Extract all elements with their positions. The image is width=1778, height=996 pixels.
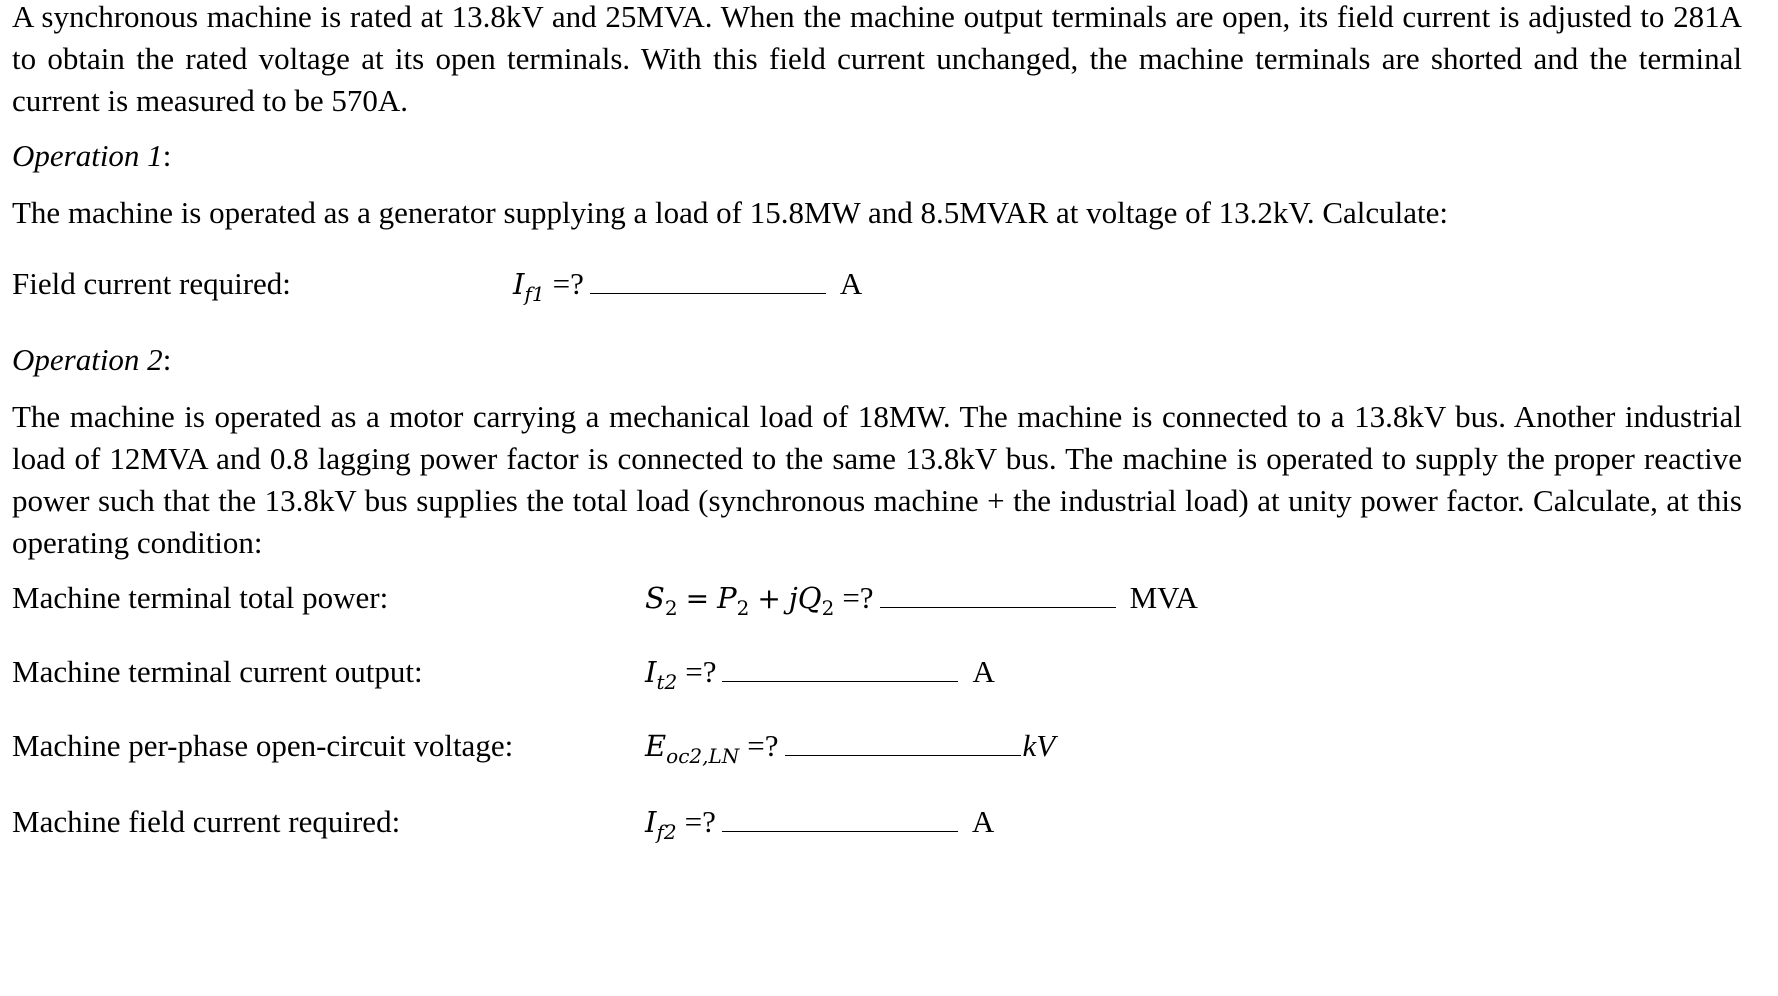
op2-eoc2-sub: oc2,LN <box>666 744 740 768</box>
op2-eoc2-var: E <box>645 729 667 763</box>
op1-if1-var: I <box>513 267 525 301</box>
op1-if1-answer-blank[interactable] <box>590 291 826 294</box>
operation-1-colon: : <box>162 138 172 173</box>
operation-1-heading-text: Operation 1 <box>12 138 163 173</box>
op1-field-current-label: Field current required: <box>12 266 291 301</box>
op1-if1-eq: =? <box>552 266 584 301</box>
op2-s2-var: S <box>645 581 665 615</box>
op2-jq2-sub: 2 <box>821 596 835 620</box>
operation-2-colon: : <box>162 342 172 377</box>
op2-it2-answer-blank[interactable] <box>722 679 958 682</box>
op2-if2-answer-blank[interactable] <box>722 829 958 832</box>
op2-it2-unit: A <box>972 654 995 689</box>
op2-field-current-equation <box>645 804 995 844</box>
op2-open-circuit-voltage-equation <box>645 728 1056 768</box>
op2-jq2-var: jQ <box>788 581 822 615</box>
operation-2-heading-text: Operation 2 <box>12 342 163 377</box>
op2-s2-unit: MVA <box>1129 580 1198 615</box>
op2-s2-eq: =? <box>842 580 874 615</box>
op2-terminal-current-label: Machine terminal current output: <box>12 654 423 689</box>
op1-field-current-equation <box>513 266 863 306</box>
op2-total-power-equation <box>645 580 1198 620</box>
intro-paragraph: A synchronous machine is rated at 13.8kV and 25MVA. When the machine output terminals are open, its field current is adjusted to 281A to obtain the rated voltage at its open terminals. With this field current unchanged, the machine terminals are shorted and the terminal current is measured to be 570A. <box>12 0 1742 118</box>
op2-if2-var: I <box>645 805 657 839</box>
operation-2-heading <box>12 342 171 378</box>
op2-s2-answer-blank[interactable] <box>880 605 1116 608</box>
operation-1-heading <box>12 138 171 174</box>
op2-it2-var: I <box>645 655 657 689</box>
op2-open-circuit-voltage-label: Machine per-phase open-circuit voltage: <box>12 728 514 763</box>
op2-terminal-current-equation <box>645 654 995 694</box>
op2-p2-var: P <box>717 581 737 615</box>
op2-plus: + <box>757 582 781 615</box>
operation-1-description: The machine is operated as a generator supplying a load of 15.8MW and 8.5MVAR at voltage of 13.2kV. Calculate: <box>12 195 1448 230</box>
op2-s2-equals: = <box>685 582 710 615</box>
op2-total-power-label: Machine terminal total power: <box>12 580 389 615</box>
op2-field-current-label: Machine field current required: <box>12 804 401 839</box>
op2-if2-sub: f2 <box>656 820 677 844</box>
op2-it2-sub: t2 <box>656 670 678 694</box>
op2-if2-unit: A <box>971 804 995 839</box>
op2-s2-sub: 2 <box>664 596 678 620</box>
op1-if1-sub: f1 <box>524 282 545 306</box>
op2-eoc2-eq: =? <box>747 728 779 763</box>
op2-it2-eq: =? <box>685 654 717 689</box>
op2-p2-sub: 2 <box>736 596 750 620</box>
op2-eoc2-answer-blank[interactable] <box>785 753 1021 756</box>
operation-2-description: The machine is operated as a motor carrying a mechanical load of 18MW. The machine is connected to a 13.8kV bus. Another industrial load of 12MVA and 0.8 lagging power factor is connected to the same 13.8kV bus. The machine is operated to supply the proper reactive power such that the 13.8kV bus supplies the total load (synchronous machine + the industrial load) at unity power factor. Calculate, at this operating condition: <box>12 399 1742 560</box>
op1-if1-unit: A <box>839 266 863 301</box>
op2-eoc2-unit: kV <box>1022 728 1056 763</box>
op2-if2-eq: =? <box>684 804 716 839</box>
